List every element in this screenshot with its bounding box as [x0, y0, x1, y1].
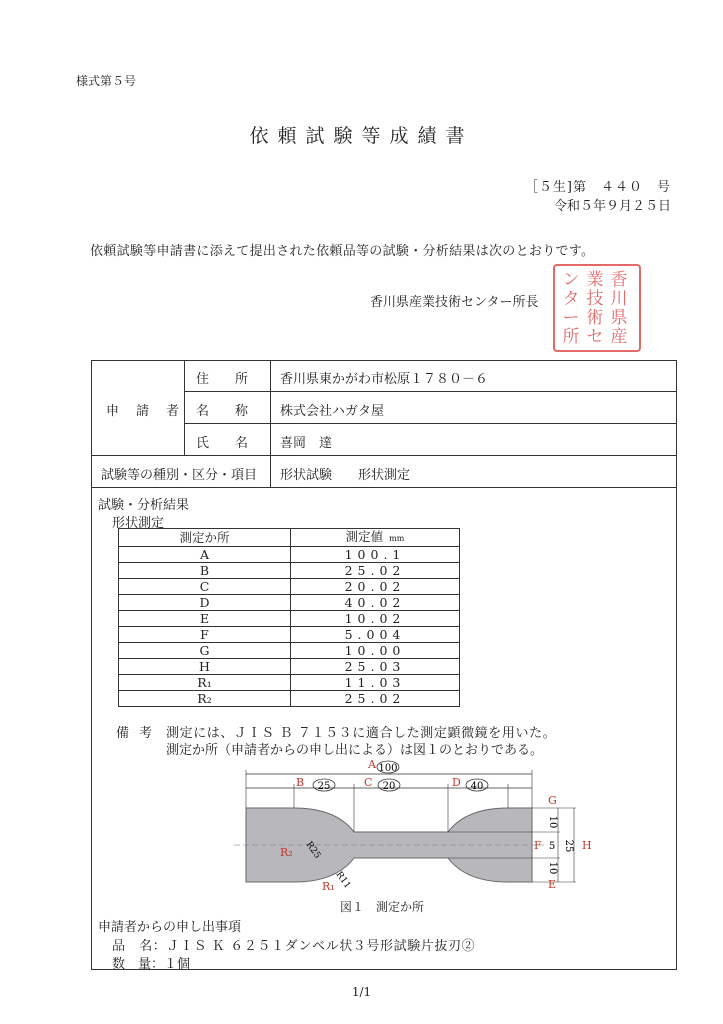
table-header-row: [119, 529, 460, 547]
column-header-value: 測定値 mm: [291, 529, 460, 547]
test-type-value-2: 形状測定: [358, 468, 411, 483]
document-title: 依頼試験等成績書: [249, 125, 474, 147]
remarks-label: 備考: [116, 726, 163, 741]
value-cell: 25.02: [291, 691, 460, 707]
table-row: [119, 595, 460, 611]
column-header-location: 測定か所: [119, 529, 291, 547]
table-row: [119, 579, 460, 595]
seal-glyph: 所: [562, 327, 580, 346]
test-type-value-1: 形状試験: [280, 468, 333, 483]
request-title: 申請者からの申し出事項: [98, 920, 242, 935]
results-title: 試験・分析結果: [98, 498, 190, 513]
seal-glyph: 産: [610, 327, 628, 346]
unit-label: mm: [389, 534, 405, 543]
address-value: 香川県東かがわ市松原１７８０－６: [280, 372, 489, 387]
seal-glyph: セ: [586, 327, 604, 346]
seal-glyph: 業: [586, 270, 604, 290]
request-item: 品 名：ＪＩＳ Ｋ ６２５１ダンベル状３号形試験片抜刃②: [112, 939, 476, 954]
remarks-line-2: 測定か所（申請者からの申し出による）は図１のとおりである。: [166, 743, 544, 758]
location-cell: D: [119, 595, 291, 611]
seal-glyph: 技: [586, 289, 604, 309]
location-cell: C: [119, 579, 291, 595]
value-cell: 25.02: [291, 563, 460, 579]
table-row: [119, 643, 460, 659]
value-cell: 10.02: [291, 611, 460, 627]
table-row: [119, 659, 460, 675]
label-R1-value: R11: [333, 869, 353, 891]
company-name-value: 株式会社ハガタ屋: [280, 404, 385, 419]
label-B-value: 25: [317, 781, 331, 792]
seal-glyph: 術: [586, 308, 604, 328]
label-G: G: [548, 794, 557, 807]
label-D-value: 40: [470, 781, 484, 792]
figure-caption: 図１ 測定か所: [340, 900, 425, 914]
label-C-value: 20: [382, 781, 396, 792]
value-cell: 10.00: [291, 643, 460, 659]
location-cell: A: [119, 547, 291, 563]
location-cell: B: [119, 563, 291, 579]
location-cell: R₂: [119, 691, 291, 707]
table-row: [119, 547, 460, 563]
label-H-value: 25: [563, 839, 574, 853]
remarks-line-1: 測定には、ＪＩＳ Ｂ ７１５３に適合した測定顕微鏡を用いた。: [166, 726, 557, 741]
label-F-value: 5: [548, 841, 556, 852]
value-cell: 25.03: [291, 659, 460, 675]
page-number: 1/1: [351, 985, 372, 999]
measurement-table: [118, 528, 460, 707]
person-name-label: 氏 名: [196, 436, 249, 451]
person-name-value: 喜岡 達: [280, 436, 333, 451]
seal-glyph: 香: [610, 270, 628, 290]
value-cell: 100.1: [291, 547, 460, 563]
document-date: 令和５年９月２５日: [553, 199, 671, 214]
table-row: [119, 627, 460, 643]
value-cell: 40.02: [291, 595, 460, 611]
value-cell: 5.004: [291, 627, 460, 643]
seal-glyph: ン: [562, 270, 580, 290]
label-F: F: [534, 839, 542, 852]
seal-glyph: 川: [610, 289, 628, 309]
table-row: [119, 691, 460, 707]
label-G-value: 10: [547, 815, 558, 829]
label-D: D: [452, 776, 461, 789]
value-cell: 11.03: [291, 675, 460, 691]
label-H: H: [582, 839, 592, 852]
seal-glyph: ー: [562, 308, 580, 328]
label-C: C: [364, 776, 373, 789]
results-subtitle: 形状測定: [112, 516, 165, 531]
seal-glyph: タ: [562, 289, 580, 309]
seal-glyph: 県: [610, 308, 628, 328]
location-cell: R₁: [119, 675, 291, 691]
table-row: [119, 611, 460, 627]
location-cell: H: [119, 659, 291, 675]
specimen-figure: [226, 756, 606, 896]
document-number: ［５生]第 ４４０ 号: [524, 180, 671, 195]
official-seal: [553, 264, 641, 352]
label-R1: R₁: [322, 880, 335, 893]
location-cell: F: [119, 627, 291, 643]
label-R2-value: R25: [303, 839, 323, 861]
location-cell: G: [119, 643, 291, 659]
request-quantity: 数 量：１個: [112, 957, 191, 972]
label-A: A: [368, 758, 376, 771]
label-E: E: [548, 878, 557, 891]
label-A-value: 100: [378, 763, 398, 774]
label-E-value: 10: [547, 861, 558, 875]
value-cell: 20.02: [291, 579, 460, 595]
form-number: 様式第５号: [76, 74, 137, 88]
issuer-name: 香川県産業技術センター所長: [370, 295, 539, 310]
location-cell: E: [119, 611, 291, 627]
label-B: B: [296, 776, 305, 789]
table-row: [119, 563, 460, 579]
intro-text: 依頼試験等申請書に添えて提出された依頼品等の試験・分析結果は次のとおりです。: [90, 244, 595, 259]
company-name-label: 名 称: [196, 404, 249, 419]
test-type-label: 試験等の種別・区分・項目: [101, 468, 258, 483]
applicant-section-label: 申 請 者: [106, 404, 182, 419]
table-row: [119, 675, 460, 691]
address-label: 住 所: [196, 372, 249, 387]
label-R2: R₂: [280, 846, 293, 859]
